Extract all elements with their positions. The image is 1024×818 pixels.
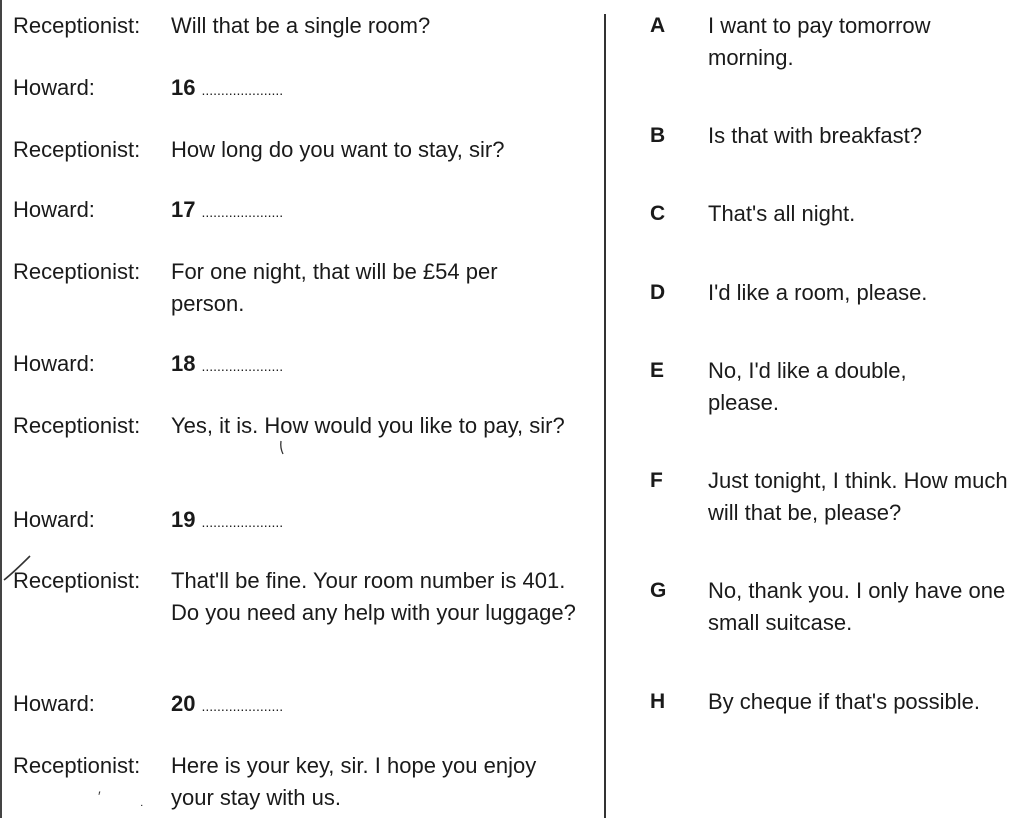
option-letter-b: B <box>650 124 666 147</box>
option-text-e: No, I'd like a double, please. <box>708 358 907 415</box>
pen-mark <box>278 440 292 456</box>
answer-blank-19[interactable] <box>171 504 283 538</box>
answer-blank-20[interactable] <box>171 688 283 722</box>
option-text-d: I'd like a room, please. <box>708 280 928 305</box>
speaker-label: Howard: <box>13 75 95 100</box>
speaker-label: Howard: <box>13 691 95 716</box>
option-letter-h: H <box>650 690 666 713</box>
receptionist-line: Will that be a single room? <box>171 13 431 38</box>
speaker-label: Receptionist: <box>13 568 141 593</box>
pen-mark <box>0 550 40 590</box>
receptionist-line: How long do you want to stay, sir? <box>171 137 505 162</box>
question-number: 18 <box>171 351 196 376</box>
column-divider <box>604 14 606 818</box>
speaker-label: Howard: <box>13 351 95 376</box>
answer-dots: ..................... <box>201 82 284 98</box>
speaker-label: Receptionist: <box>13 13 141 38</box>
option-text-b: Is that with breakfast? <box>708 123 922 148</box>
question-number: 17 <box>171 197 196 222</box>
answer-dots: ..................... <box>201 204 284 220</box>
answer-dots: ..................... <box>201 514 284 530</box>
left-border <box>0 0 2 818</box>
option-letter-c: C <box>650 202 666 225</box>
answer-dots: ..................... <box>201 358 284 374</box>
speaker-label: Howard: <box>13 507 95 532</box>
question-number: 16 <box>171 75 196 100</box>
option-text-a: I want to pay tomorrow morning. <box>708 13 931 70</box>
stray-mark: ˙ <box>140 802 145 818</box>
speaker-label: Receptionist: <box>13 413 141 438</box>
option-letter-g: G <box>650 579 667 602</box>
option-text-h: By cheque if that's possible. <box>708 689 981 714</box>
question-number: 19 <box>171 507 196 532</box>
option-letter-e: E <box>650 359 665 382</box>
question-number: 20 <box>171 691 196 716</box>
receptionist-line: Here is your key, sir. I hope you enjoy your stay with us. <box>171 753 537 810</box>
receptionist-line: For one night, that will be £54 per person. <box>171 259 498 316</box>
option-letter-d: D <box>650 281 666 304</box>
option-letter-a: A <box>650 14 666 37</box>
speaker-label: Receptionist: <box>13 753 141 778</box>
option-text-g: No, thank you. I only have one small suitcase. <box>708 578 1006 635</box>
option-text-f: Just tonight, I think. How much will that be, please? <box>708 468 1008 525</box>
answer-blank-17[interactable] <box>171 194 283 228</box>
speaker-label: Receptionist: <box>13 137 141 162</box>
speaker-label: Receptionist: <box>13 259 141 284</box>
receptionist-line: That'll be fine. Your room number is 401. Do you need any help with your luggage? <box>171 568 576 625</box>
stray-mark: ′ <box>98 788 101 804</box>
answer-dots: ..................... <box>201 698 284 714</box>
speaker-label: Howard: <box>13 197 95 222</box>
option-letter-f: F <box>650 469 663 492</box>
receptionist-line: Yes, it is. How would you like to pay, sir? <box>171 413 565 438</box>
option-text-c: That's all night. <box>708 201 856 226</box>
answer-blank-18[interactable] <box>171 348 283 382</box>
answer-blank-16[interactable] <box>171 72 283 106</box>
